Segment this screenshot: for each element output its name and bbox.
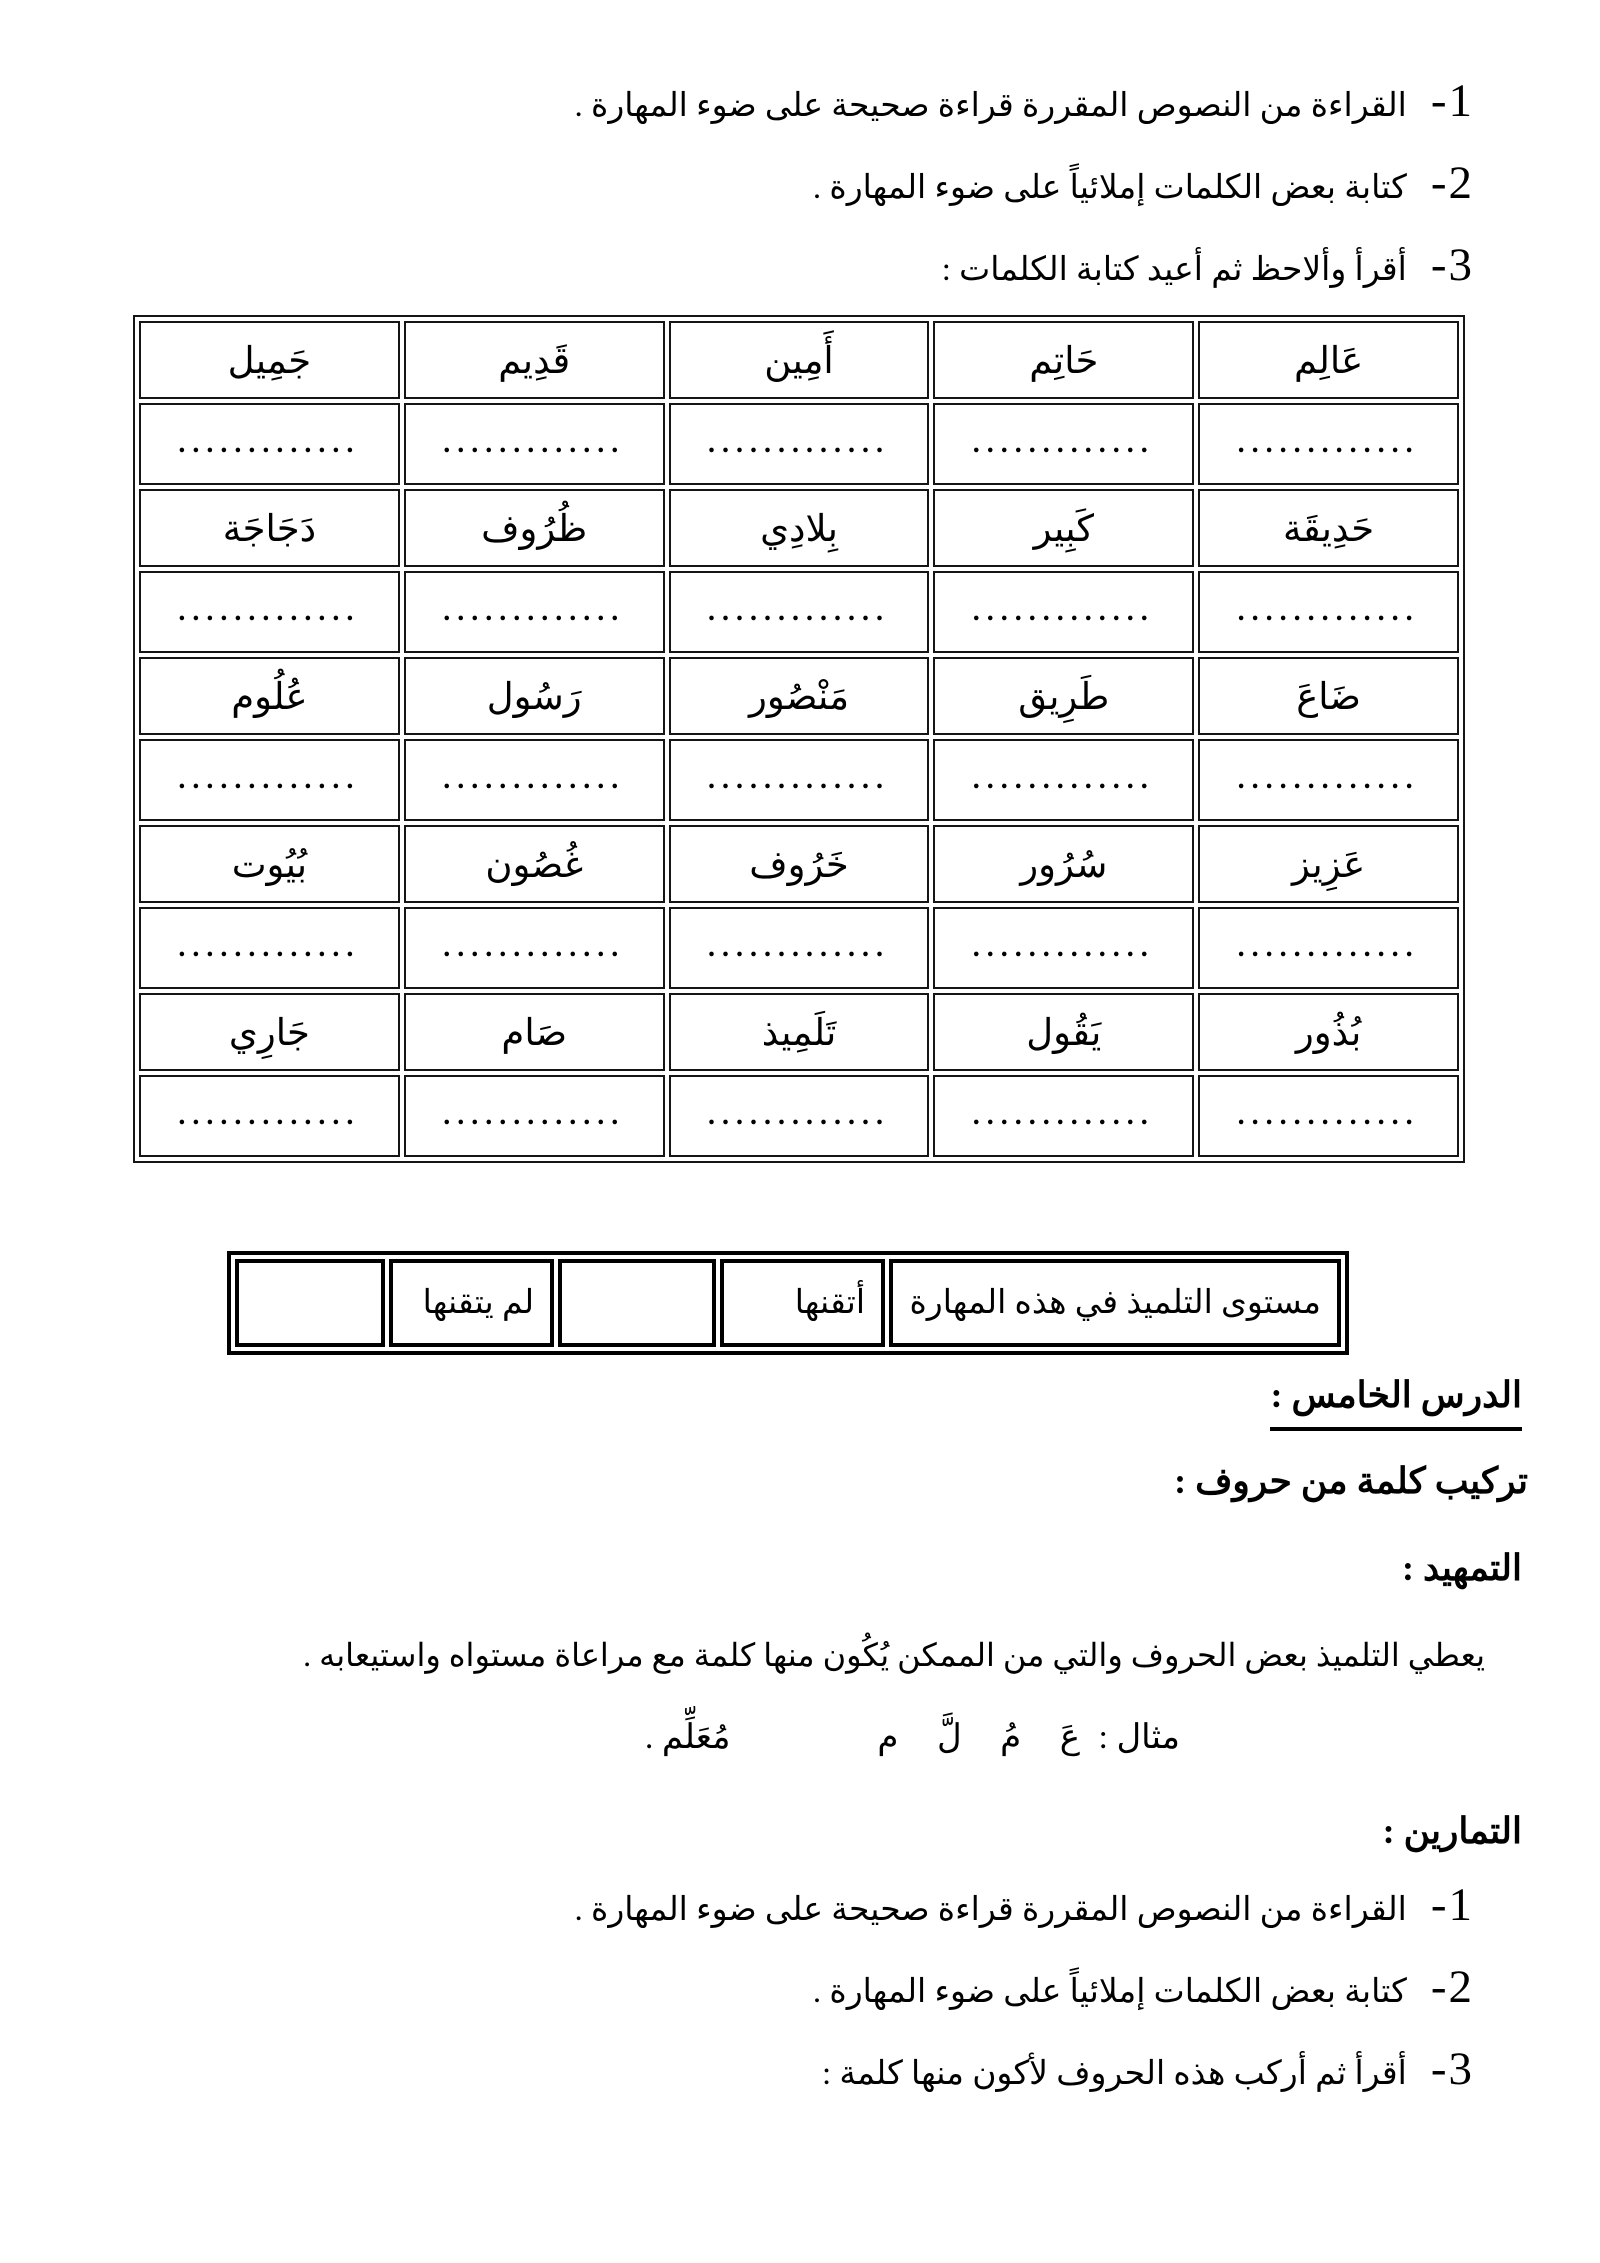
word-cell: ظُرُوف: [404, 489, 665, 567]
exercises-list: [575, 1880, 1474, 2126]
example-label: مثال :: [1098, 1719, 1180, 1756]
word-cell: يَقُول: [933, 993, 1194, 1071]
answer-dots-cell: .............: [669, 571, 930, 653]
answer-dots-cell: .............: [669, 1075, 930, 1157]
answer-dots-cell: .............: [139, 403, 400, 485]
answer-dots-cell: .............: [933, 739, 1194, 821]
level-title-cell: مستوى التلميذ في هذه المهارة: [889, 1259, 1341, 1347]
answer-dots-cell: .............: [933, 907, 1194, 989]
item-number: 3-: [1430, 239, 1474, 292]
table-row: [139, 1075, 1459, 1157]
lesson-title: [1270, 1372, 1522, 1431]
word-cell: خَرُوف: [669, 825, 930, 903]
answer-dots-cell: .............: [1198, 571, 1459, 653]
word-cell: عَزِيز: [1198, 825, 1459, 903]
table-row: [139, 739, 1459, 821]
word-cell: مَنْصُور: [669, 657, 930, 735]
list-item: [575, 1962, 1474, 2018]
answer-dots-cell: .............: [1198, 403, 1459, 485]
table-row: [235, 1259, 1341, 1347]
word-cell: سُرُور: [933, 825, 1194, 903]
word-cell: أَمِين: [669, 321, 930, 399]
preface-heading: التمهيد :: [1402, 1548, 1522, 1588]
example-line: [645, 1712, 1180, 1763]
table-row: [139, 657, 1459, 735]
answer-dots-cell: .............: [139, 907, 400, 989]
word-cell: جَمِيل: [139, 321, 400, 399]
answer-dots-cell: .............: [933, 1075, 1194, 1157]
table-row: [139, 993, 1459, 1071]
list-item: [575, 240, 1474, 296]
list-item: [575, 76, 1474, 132]
list-item: [575, 2044, 1474, 2100]
list-item: [575, 1880, 1474, 1936]
answer-dots-cell: .............: [669, 907, 930, 989]
table-row: [139, 403, 1459, 485]
item-text: أقرأ ثم أركب هذه الحروف لأكون منها كلمة :: [821, 2056, 1407, 2093]
skill-steps-list: [575, 76, 1474, 322]
example-word: مُعَلِّم .: [644, 1719, 731, 1756]
lesson-subtitle: تركيب كلمة من حروف :: [1174, 1461, 1528, 1501]
word-cell: بِلادِي: [669, 489, 930, 567]
word-cell: جَارِي: [139, 993, 400, 1071]
answer-dots-cell: .............: [933, 403, 1194, 485]
table-row: [139, 825, 1459, 903]
answer-dots-cell: .............: [404, 571, 665, 653]
lesson-title-text: الدرس الخامس :: [1270, 1372, 1522, 1431]
mastered-label-cell: أتقنها: [720, 1259, 885, 1347]
word-cell: تَلَمِيذ: [669, 993, 930, 1071]
item-number: 2-: [1430, 157, 1474, 210]
word-cell: عُلُوم: [139, 657, 400, 735]
answer-dots-cell: .............: [669, 403, 930, 485]
item-text: كتابة بعض الكلمات إملائياً على ضوء المهارة .: [812, 1974, 1407, 2011]
word-cell: بُذُور: [1198, 993, 1459, 1071]
answer-dots-cell: .............: [1198, 907, 1459, 989]
word-cell: كَبِير: [933, 489, 1194, 567]
item-text: القراءة من النصوص المقررة قراءة صحيحة على ضوء المهارة .: [574, 88, 1407, 124]
item-number: 3-: [1430, 2043, 1474, 2096]
table-row: [139, 321, 1459, 399]
answer-dots-cell: .............: [139, 1075, 400, 1157]
table-row: [139, 571, 1459, 653]
dictation-words-table: [133, 315, 1465, 1163]
word-cell: قَدِيم: [404, 321, 665, 399]
item-text: أقرأ وألاحظ ثم أعيد كتابة الكلمات :: [941, 252, 1407, 289]
word-cell: دَجَاجَة: [139, 489, 400, 567]
answer-dots-cell: .............: [1198, 739, 1459, 821]
word-cell: حَدِيقَة: [1198, 489, 1459, 567]
list-item: [575, 158, 1474, 214]
item-text: القراءة من النصوص المقررة قراءة صحيحة على ضوء المهارة .: [574, 1892, 1407, 1928]
word-cell: ضَاعَ: [1198, 657, 1459, 735]
table-row: [139, 489, 1459, 567]
item-number: 2-: [1430, 1961, 1474, 2014]
not-mastered-label-cell: لم يتقنها: [389, 1259, 554, 1347]
preface-text: يعطي التلميذ بعض الحروف والتي من الممكن يُكُون منها كلمة مع مراعاة مستواه واستيعابه .: [303, 1637, 1485, 1673]
skill-level-table: [227, 1251, 1349, 1355]
word-cell: عَالِم: [1198, 321, 1459, 399]
word-cell: حَاتِم: [933, 321, 1194, 399]
example-letters: عَ مُ لَّ م: [877, 1719, 1081, 1756]
table-row: [139, 907, 1459, 989]
mastered-mark-cell: [558, 1259, 716, 1347]
answer-dots-cell: .............: [139, 571, 400, 653]
word-cell: صَام: [404, 993, 665, 1071]
answer-dots-cell: .............: [404, 1075, 665, 1157]
answer-dots-cell: .............: [933, 571, 1194, 653]
answer-dots-cell: .............: [404, 907, 665, 989]
item-number: 1-: [1430, 75, 1474, 127]
word-cell: بُيُوت: [139, 825, 400, 903]
exercises-heading: التمارين :: [1382, 1811, 1522, 1851]
answer-dots-cell: .............: [404, 403, 665, 485]
answer-dots-cell: .............: [404, 739, 665, 821]
answer-dots-cell: .............: [669, 739, 930, 821]
word-cell: طَرِيق: [933, 657, 1194, 735]
word-cell: رَسُول: [404, 657, 665, 735]
item-text: كتابة بعض الكلمات إملائياً على ضوء المهارة .: [812, 170, 1407, 207]
not-mastered-mark-cell: [235, 1259, 385, 1347]
answer-dots-cell: .............: [139, 739, 400, 821]
answer-dots-cell: .............: [1198, 1075, 1459, 1157]
word-cell: غُصُون: [404, 825, 665, 903]
item-number: 1-: [1430, 1879, 1474, 1931]
